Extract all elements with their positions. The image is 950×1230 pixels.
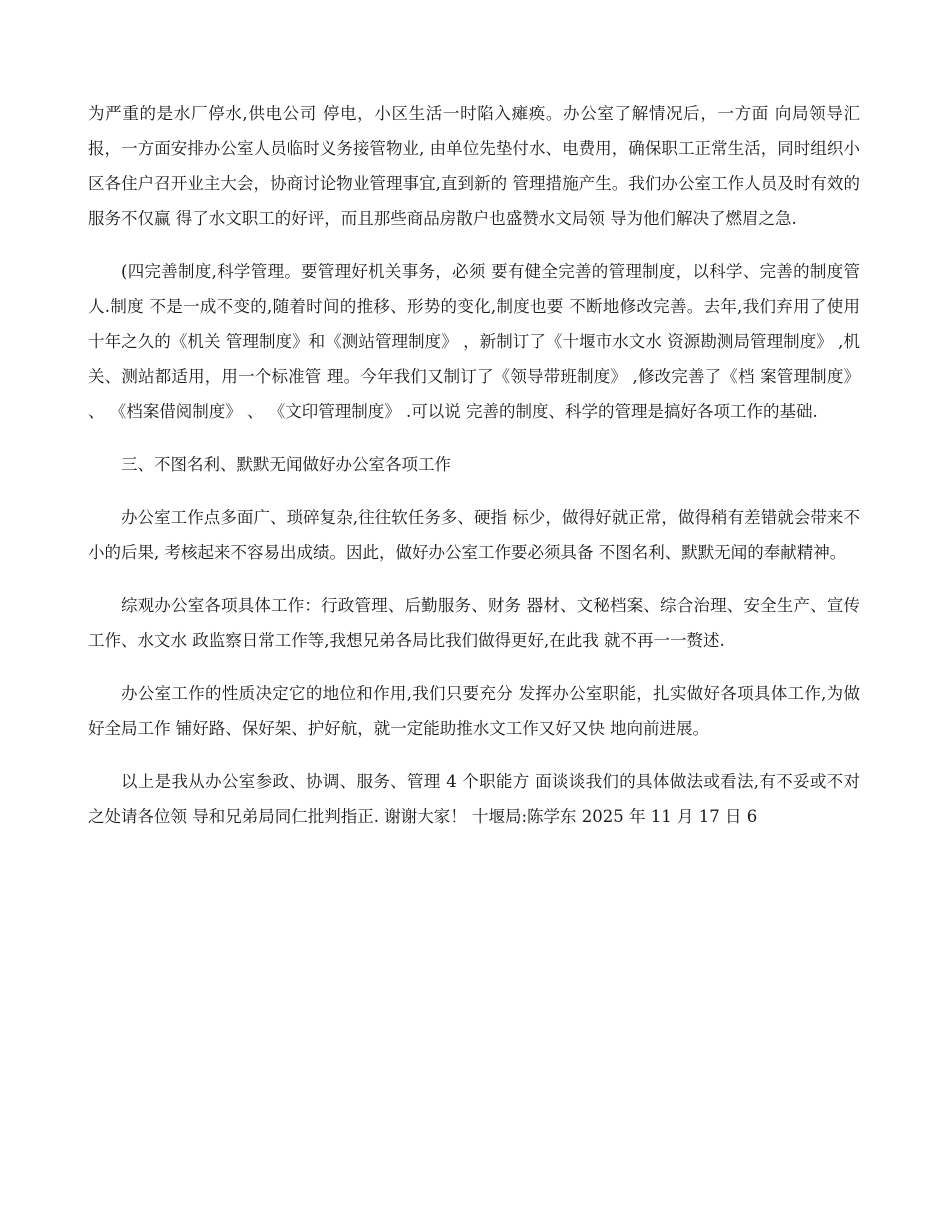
paragraph-office-work: 办公室工作点多面广、琐碎复杂,往往软任务多、硬指 标少，做得好就正常，做得稍有差错就会带来不小的后果, 考核起来不容易出成绩。因此，做好办公室工作要必须具备 不图名利、默默无闻的奉献精神。: [88, 508, 860, 562]
section-heading: 三、不图名利、默默无闻做好办公室各项工作: [121, 455, 451, 474]
document-body: [88, 96, 860, 852]
paragraph-overview: 综观办公室各项具体工作：行政管理、后勤服务、财务 器材、文秘档案、综合治理、安全生产、宣传工作、水文水 政监察日常工作等,我想兄弟各局比我们做得更好,在此我 就不再一一赘述.: [88, 596, 860, 650]
paragraph-continuation: 为严重的是水厂停水,供电公司 停电，小区生活一时陷入瘫痪。办公室了解情况后，一方面 向局领导汇报，一方面安排办公室人员临时义务接管物业, 由单位先垫付水、电费用，确保职工正常生活，同时组织小 区各住户召开业主大会，协商讨论物业管理事宜,直到新的 管理措施产生。我们办公室工作人员及时有效的服务不仅赢 得了水文职工的好评，而且那些商品房散户也盛赞水文局领 导为他们解决了燃眉之急.: [88, 104, 860, 228]
paragraph-system-management: (四完善制度,科学管理。要管理好机关事务，必须 要有健全完善的管理制度，以科学、完善的制度管人.制度 不是一成不变的,随着时间的推移、形势的变化,制度也要 不断地修改完善。去年,我们弃用了使用十年之久的《机关 管理制度》和《测站管理制度》 ，新制订了《十堰市水文水 资源勘测局管理制度》 ,机关、测站都适用，用一个标准管 理。今年我们又制订了《领导带班制度》 ,修改完善了《档 案管理制度》 、 《档案借阅制度》 、 《文印管理制度》 .可以说 完善的制度、科学的管理是搞好各项工作的基础.: [88, 262, 860, 421]
paragraph-role: 办公室工作的性质决定它的地位和作用,我们只要充分 发挥办公室职能，扎实做好各项具体工作,为做好全局工作 铺好路、保好架、护好航，就一定能助推水文工作又好又快 地向前进展。: [88, 684, 860, 738]
paragraph-closing: 以上是我从办公室参政、协调、服务、管理 4 个职能方 面谈谈我们的具体做法或看法,有不妥或不对之处请各位领 导和兄弟局同仁批判指正. 谢谢大家！ 十堰局:陈学东 2025 年 11 月 17 日 6: [88, 772, 860, 826]
